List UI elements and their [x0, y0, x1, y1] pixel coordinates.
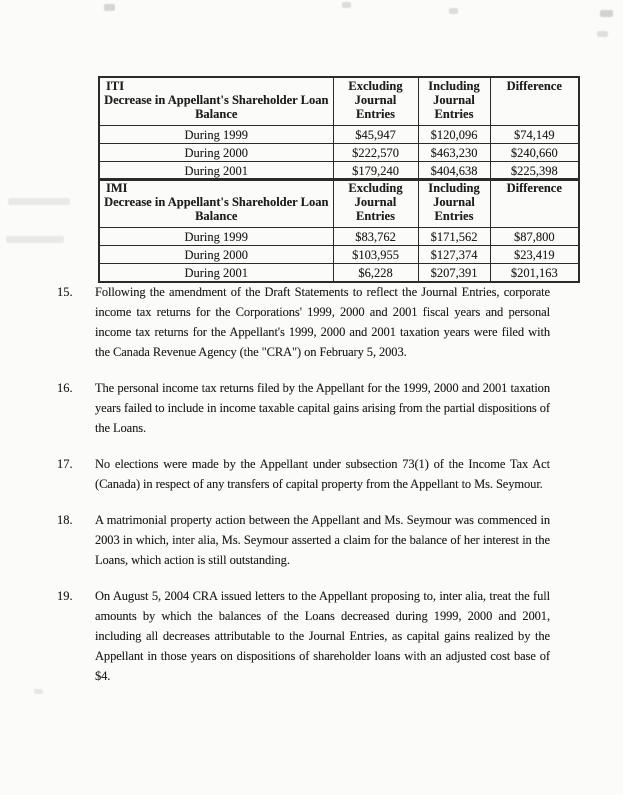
table-header-row [99, 77, 579, 126]
paragraph-text: No elections were made by the Appellant under subsection 73(1) of the Income Tax Act (Canada) in respect of any transfers of capital property from the Appellant to Ms. Seymour. [95, 457, 550, 491]
imi-loan-balance-table [98, 178, 580, 283]
difference-value: $74,149 [490, 126, 579, 144]
scan-artifact [6, 236, 64, 243]
table-row [99, 144, 579, 162]
table-row-header: Decrease in Appellant's Shareholder Loan Balance [104, 93, 329, 121]
including-value: $120,096 [418, 126, 490, 144]
row-label: During 1999 [99, 126, 333, 144]
paragraph-number: 19. [57, 589, 73, 603]
table-header-row [99, 179, 579, 228]
scan-artifact [34, 689, 43, 694]
table-row [99, 228, 579, 246]
scan-artifact [449, 8, 458, 14]
table-row-header: Decrease in Appellant's Shareholder Loan Balance [104, 195, 329, 223]
column-header-including: Including Journal Entries [418, 77, 490, 126]
paragraph-19 [57, 586, 551, 686]
including-value: $207,391 [418, 264, 490, 283]
paragraph-text: On August 5, 2004 CRA issued letters to the Appellant proposing to, inter alia, treat the full amounts by which the balances of the Loans decreased during 1999, 2000 and 2001, including all decreases attributable to the Journal Entries, as capital gains realized by the Appellant in those years on dispositions of shareholder loans with an adjusted cost base of $4. [95, 589, 550, 683]
including-value: $171,562 [418, 228, 490, 246]
statement-paragraphs [57, 282, 551, 702]
column-header-difference: Difference [490, 179, 579, 228]
excluding-value: $6,228 [333, 264, 418, 283]
difference-value: $87,800 [490, 228, 579, 246]
including-value: $463,230 [418, 144, 490, 162]
excluding-value: $103,955 [333, 246, 418, 264]
paragraph-number: 16. [57, 381, 73, 395]
scan-artifact [342, 2, 351, 8]
scan-artifact [104, 4, 115, 11]
row-label: During 2001 [99, 162, 333, 181]
column-header-excluding: Excluding Journal Entries [333, 179, 418, 228]
column-header-including: Including Journal Entries [418, 179, 490, 228]
including-value: $127,374 [418, 246, 490, 264]
table-header-cell [99, 179, 333, 228]
paragraph-number: 17. [57, 457, 73, 471]
table-header-cell [99, 77, 333, 126]
scan-artifact [8, 198, 70, 205]
paragraph-number: 18. [57, 513, 73, 527]
difference-value: $23,419 [490, 246, 579, 264]
scan-artifact [600, 10, 613, 17]
paragraph-text: The personal income tax returns filed by the Appellant for the 1999, 2000 and 2001 taxation years failed to include in income taxable capital gains arising from the partial dispositions of the Loans. [95, 381, 550, 435]
iti-loan-balance-table [98, 76, 580, 181]
table-row [99, 264, 579, 283]
paragraph-18 [57, 510, 551, 570]
difference-value: $240,660 [490, 144, 579, 162]
difference-value: $225,398 [490, 162, 579, 181]
table-row [99, 246, 579, 264]
paragraph-text: Following the amendment of the Draft Statements to reflect the Journal Entries, corporate income tax returns for the Corporations' 1999, 2000 and 2001 fiscal years and personal income tax returns for the Appellant's 1999, 2000 and 2001 taxation years were filed with the Canada Revenue Agency (the "CRA") on February 5, 2003. [95, 285, 550, 359]
row-label: During 2001 [99, 264, 333, 283]
column-header-difference: Difference [490, 77, 579, 126]
paragraph-number: 15. [57, 285, 73, 299]
paragraph-15 [57, 282, 551, 362]
table-corner-label: ITI [106, 79, 125, 93]
scan-artifact [597, 31, 608, 37]
row-label: During 2000 [99, 144, 333, 162]
including-value: $404,638 [418, 162, 490, 181]
paragraph-17 [57, 454, 551, 494]
excluding-value: $83,762 [333, 228, 418, 246]
difference-value: $201,163 [490, 264, 579, 283]
table-row [99, 126, 579, 144]
excluding-value: $222,570 [333, 144, 418, 162]
column-header-excluding: Excluding Journal Entries [333, 77, 418, 126]
excluding-value: $45,947 [333, 126, 418, 144]
paragraph-text: A matrimonial property action between the Appellant and Ms. Seymour was commenced in 2003 in which, inter alia, Ms. Seymour asserted a claim for the balance of her interest in the Loans, which action is still outstanding. [95, 513, 550, 567]
excluding-value: $179,240 [333, 162, 418, 181]
paragraph-16 [57, 378, 551, 438]
row-label: During 2000 [99, 246, 333, 264]
row-label: During 1999 [99, 228, 333, 246]
table-corner-label: IMI [106, 181, 128, 195]
